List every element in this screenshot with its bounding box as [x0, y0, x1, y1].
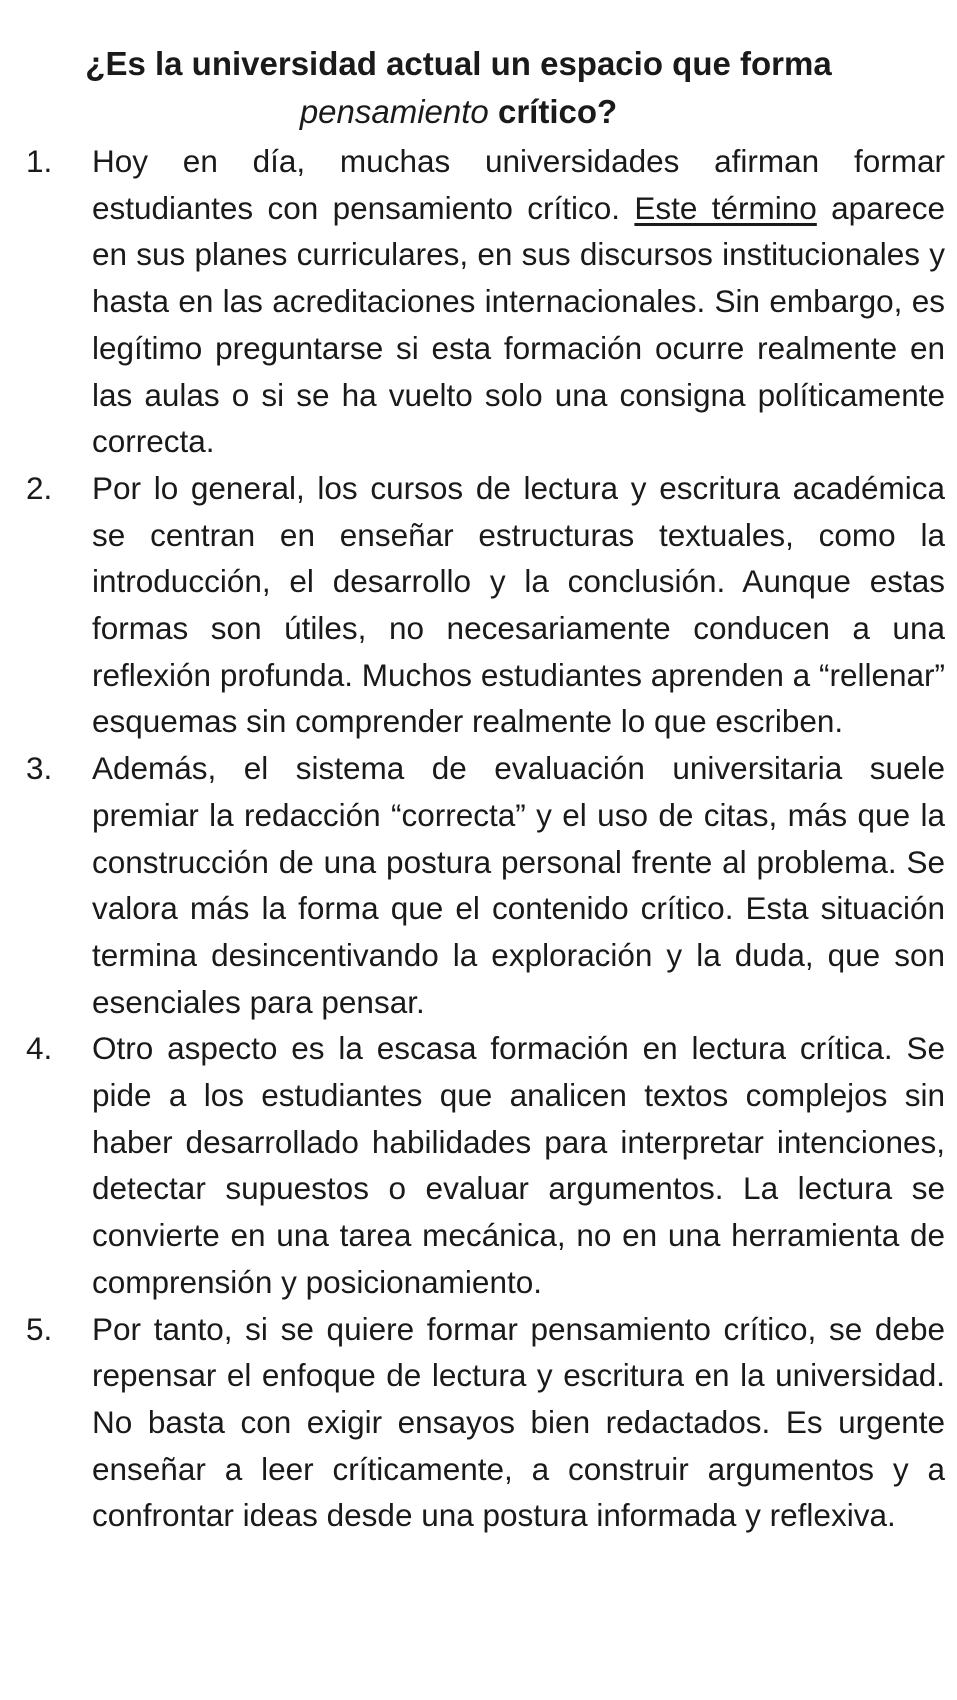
- title-line-2-rest: crítico?: [488, 93, 618, 130]
- item-number: 1.: [26, 143, 53, 179]
- item-text: Además, el sistema de evaluación universitaria suele premiar la redacción “correcta” y el uso de citas, más que la construcción de una postura personal frente al problema. Se valora más la forma que el contenido crítico. Esta situación termina desincentivando la exploración y la duda, que son esenciales para pensar.: [92, 750, 945, 1020]
- document-title: [0, 40, 957, 136]
- title-line-2: [0, 88, 917, 136]
- list-item-3: [0, 745, 957, 1025]
- item-number: 2.: [26, 469, 53, 506]
- underlined-phrase: Este término: [634, 189, 817, 226]
- item-number: 3.: [26, 750, 53, 787]
- item-text: Otro aspecto es la escasa formación en lectura crítica. Se pide a los estudiantes que analicen textos complejos sin haber desarrollado habilidades para interpretar intenciones, detectar supuestos o evaluar argumentos. La lectura se convierte en una tarea mecánica, no en una herramienta de comprensión y posicionamiento.: [92, 1030, 945, 1300]
- list-item-4: [0, 1025, 957, 1305]
- title-italic-word: pensamiento: [299, 93, 489, 130]
- item-number: 4.: [26, 1030, 53, 1067]
- item-text: Por lo general, los cursos de lectura y escritura académica se centran en enseñar estructuras textuales, como la introducción, el desarrollo y la conclusión. Aunque estas formas son útiles, no necesariamente conducen a una reflexión profunda. Muchos estudiantes aprenden a “rellenar” esquemas sin comprender realmente lo que escriben.: [92, 469, 945, 740]
- item-text: Hoy en día, muchas universidades afirman formar estudiantes con pensamiento crítico.: [92, 143, 945, 226]
- item-number: 5.: [26, 1310, 53, 1347]
- item-text-continued: aparece en sus planes curriculares, en sus discursos institucionales y hasta en las acreditaciones internacionales. Sin embargo, es legítimo preguntarse si esta formación ocurre realmente en las aulas o si se ha vuelto solo una consigna políticamente correcta.: [92, 189, 946, 460]
- title-line-1: ¿Es la universidad actual un espacio que forma: [85, 45, 832, 82]
- list-item-5: [0, 1306, 957, 1540]
- item-text: Por tanto, si se quiere formar pensamiento crítico, se debe repensar el enfoque de lectura y escritura en la universidad. No basta con exigir ensayos bien redactados. Es urgente enseñar a leer críticamente, a construir argumentos y a confrontar ideas desde una postura informada y reflexiva.: [92, 1310, 945, 1534]
- list-item-1: [0, 138, 957, 465]
- list-item-2: [0, 465, 957, 745]
- paragraph-list: [0, 138, 957, 1539]
